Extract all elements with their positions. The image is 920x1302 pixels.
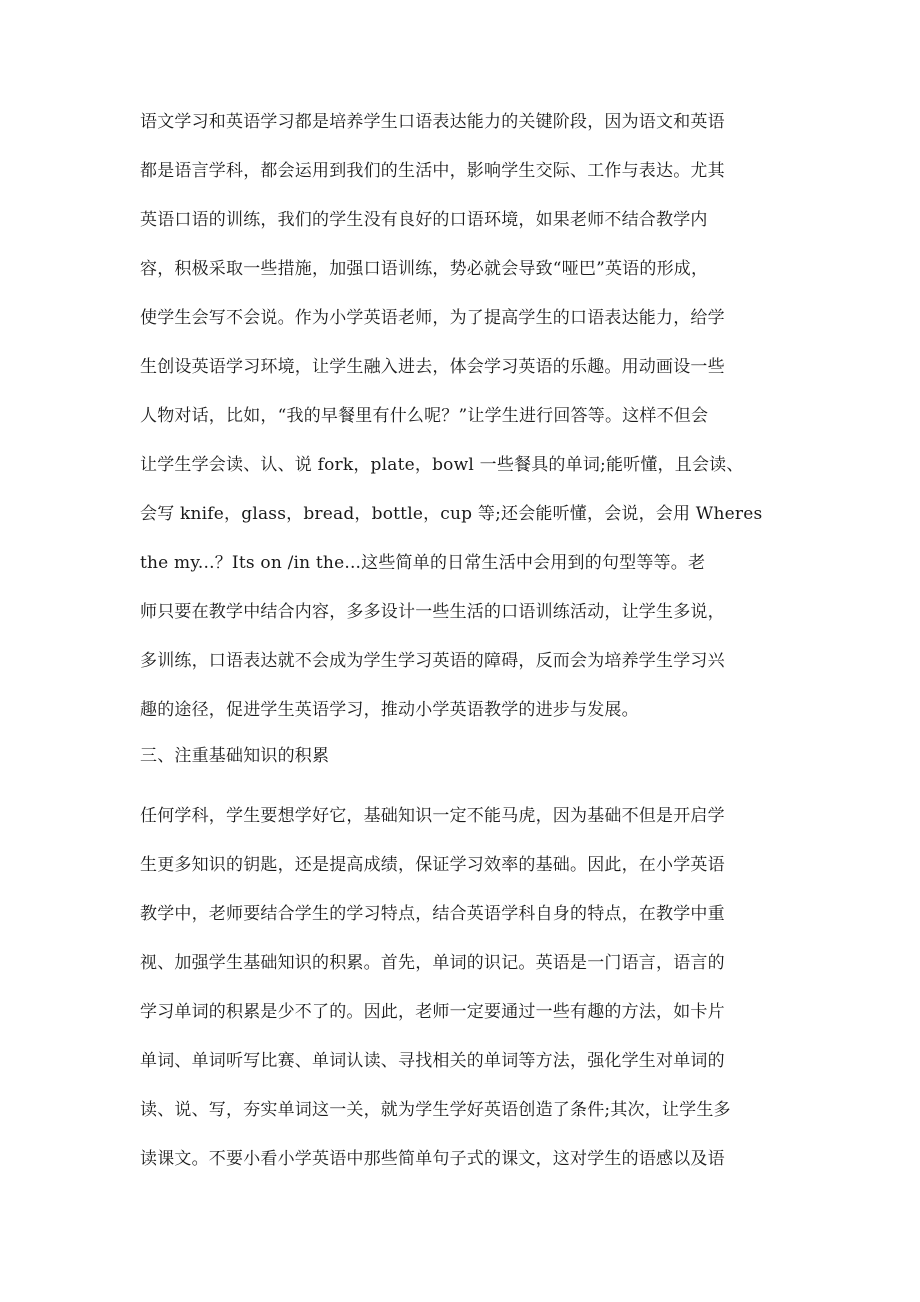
text-line: 师只要在教学中结合内容，多多设计一些生活的口语训练活动，让学生多说，	[140, 602, 725, 622]
text-line: 趣的途径，促进学生英语学习，推动小学英语教学的进步与发展。	[140, 700, 639, 720]
text-line: 容，积极采取一些措施，加强口语训练，势必就会导致“哑巴”英语的形成，	[140, 259, 709, 279]
text-line: 英语口语的训练，我们的学生没有良好的口语环境，如果老师不结合教学内	[140, 210, 708, 230]
paragraph-oral-english	[140, 98, 790, 735]
text-line: 教学中，老师要结合学生的学习特点，结合英语学科自身的特点，在教学中重	[140, 904, 725, 924]
text-line: 人物对话，比如，“我的早餐里有什么呢？”让学生进行回答等。这样不但会	[140, 406, 709, 426]
text-line: 学习单词的积累是少不了的。因此，老师一定要通过一些有趣的方法，如卡片	[140, 1002, 725, 1022]
text-line: 读课文。不要小看小学英语中那些简单句子式的课文，这对学生的语感以及语	[140, 1149, 725, 1169]
text-line: 让学生学会读、认、说 fork，plate，bowl 一些餐具的单词;能听懂，且会读、	[140, 455, 744, 475]
text-line: 语文学习和英语学习都是培养学生口语表达能力的关键阶段，因为语文和英语	[140, 112, 725, 132]
section-heading-text: 三、注重基础知识的积累	[140, 746, 330, 766]
text-line: 使学生会写不会说。作为小学英语老师，为了提高学生的口语表达能力，给学	[140, 308, 725, 328]
text-line: 会写 knife，glass，bread，bottle，cup 等;还会能听懂，会说，会用 Wheres	[140, 504, 763, 524]
text-line: 都是语言学科，都会运用到我们的生活中，影响学生交际、工作与表达。尤其	[140, 161, 725, 181]
text-line: the my...？Its on /in the...这些简单的日常生活中会用到的句型等等。老	[140, 553, 706, 573]
text-line: 生更多知识的钥匙，还是提高成绩，保证学习效率的基础。因此，在小学英语	[140, 855, 725, 875]
text-line: 视、加强学生基础知识的积累。首先，单词的识记。英语是一门语言，语言的	[140, 953, 725, 973]
text-line: 任何学科，学生要想学好它，基础知识一定不能马虎，因为基础不但是开启学	[140, 806, 725, 826]
paragraph-basic-knowledge	[140, 792, 790, 1184]
text-line: 读、说、写，夯实单词这一关，就为学生学好英语创造了条件;其次，让学生多	[140, 1100, 731, 1120]
section-heading	[140, 732, 790, 781]
text-line: 单词、单词听写比赛、单词认读、寻找相关的单词等方法，强化学生对单词的	[140, 1051, 725, 1071]
text-line: 多训练，口语表达就不会成为学生学习英语的障碍，反而会为培养学生学习兴	[140, 651, 725, 671]
text-line: 生创设英语学习环境，让学生融入进去，体会学习英语的乐趣。用动画设一些	[140, 357, 725, 377]
